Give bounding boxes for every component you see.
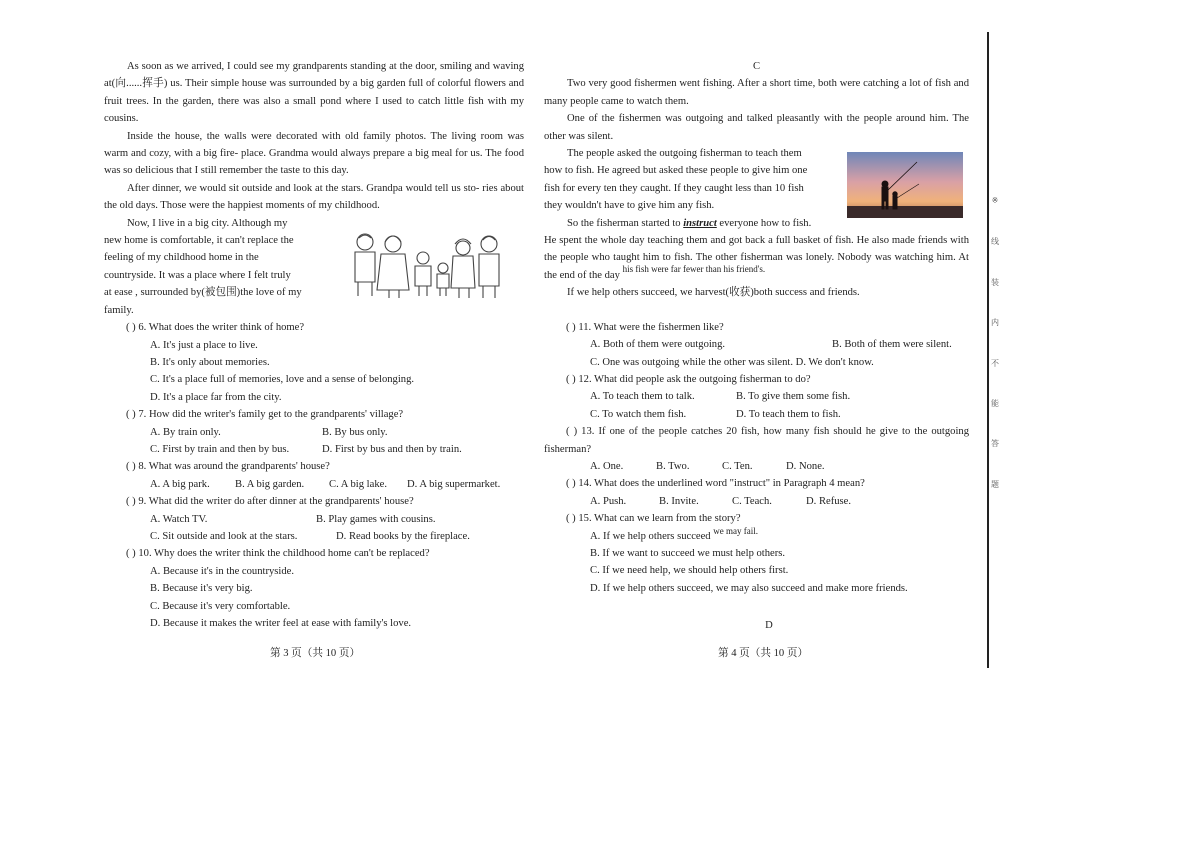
- page-footer-left: 第 3 页（共 10 页）: [270, 648, 361, 659]
- margin-char: 答: [991, 439, 999, 449]
- option: A. If we help others succeed: [590, 530, 711, 542]
- para3-line: how to fish. He agreed but asked these people to give him one: [544, 165, 808, 177]
- option: D. It's a place far from the city.: [150, 391, 282, 403]
- option: C. One was outgoing while the other was silent. D. We don't know.: [590, 356, 874, 368]
- paragraph-1: Two very good fishermen went fishing. After a short time, both were catching a lot of fish and many people came to watch them.: [544, 78, 969, 107]
- option: A. Push.: [590, 495, 627, 507]
- option-row: [590, 458, 969, 475]
- option: A. One.: [590, 460, 624, 472]
- option: C. Ten.: [722, 460, 753, 472]
- option-row: [590, 336, 969, 353]
- option: A. Because it's in the countryside.: [150, 565, 295, 577]
- question-stem: ( ) 8. What was around the grandparents' house?: [126, 461, 330, 473]
- question-8: [126, 458, 524, 493]
- option: B. Play games with cousins.: [316, 513, 436, 525]
- binding-margin-text: [988, 196, 1002, 519]
- option: C. Sit outside and look at the stars.: [150, 530, 298, 542]
- margin-char: 不: [991, 358, 999, 368]
- paragraph-2: Inside the house, the walls were decorated with old family photos. The living room was warm and cozy, with a big fire- place. Grandma would always prepare a big meal for us. The food was so delicious that I still remember the taste to this day.: [104, 130, 524, 177]
- option: B. Invite.: [659, 495, 699, 507]
- paragraph-3: After dinner, we would sit outside and look at the stars. Grandpa would tell us sto- ries about the old days. Those were the happiest moments of my childhood.: [104, 182, 524, 212]
- handwritten-insert: we may fail.: [713, 525, 758, 536]
- paragraph-2: One of the fishermen was outgoing and talked pleasantly with the people around him. The other was silent.: [544, 113, 969, 142]
- option: D. Refuse.: [806, 495, 852, 507]
- section-heading: C: [752, 61, 761, 72]
- option: C. Teach.: [732, 495, 772, 507]
- handwritten-insert: his fish were far fewer than his friend's.: [622, 263, 766, 274]
- question-stem: ( ) 9. What did the writer do after dinner at the grandparents' house?: [126, 496, 414, 508]
- option: C. It's a place full of memories, love and a sense of belonging.: [150, 374, 415, 386]
- right-page: [544, 58, 969, 597]
- left-page: [104, 58, 524, 632]
- text: He spent the whole day teaching them and got back a full basket of fish. He also made friends with the people who taught him to fish. The other fisherman was lonely. Nobody was watching him. At the end of the day: [544, 235, 969, 281]
- margin-char: 能: [991, 398, 999, 408]
- fishing-sunset-photo: [847, 152, 963, 218]
- para4-line: feeling of my childhood home in the: [104, 252, 259, 264]
- option: B. A big garden.: [235, 478, 305, 490]
- para4-line: Now, I live in a big city. Although my: [127, 217, 288, 229]
- question-stem: ( ) 11. What were the fishermen like?: [566, 321, 724, 333]
- option: B. To give them some fish.: [736, 391, 851, 403]
- option-row: [590, 493, 969, 510]
- question-11: [566, 319, 969, 371]
- option: A. A big park.: [150, 478, 210, 490]
- option: A. It's just a place to live.: [150, 339, 258, 351]
- option: B. By bus only.: [322, 426, 388, 438]
- option-row: [150, 424, 524, 441]
- margin-char: 线: [991, 237, 999, 247]
- question-stem: ( ) 14. What does the underlined word "instruct" in Paragraph 4 mean?: [566, 478, 865, 490]
- question-10: [126, 545, 524, 632]
- question-6: [126, 319, 524, 406]
- para3-line: The people asked the outgoing fisherman to teach them: [567, 148, 802, 160]
- option: C. To watch them fish.: [590, 408, 687, 420]
- paragraph-4-rest: [544, 232, 969, 284]
- question-12: [566, 371, 969, 423]
- option-a: [590, 525, 969, 545]
- option: B. Two.: [656, 460, 690, 472]
- option: C. Because it's very comfortable.: [150, 600, 291, 612]
- option: B. It's only about memories.: [150, 356, 270, 368]
- option: A. Both of them were outgoing.: [590, 339, 726, 351]
- option: D. To teach them to fish.: [736, 408, 841, 420]
- option: A. By train only.: [150, 426, 221, 438]
- question-7: [126, 406, 524, 458]
- para4-line: at ease , surrounded by(被包围)the love of my: [104, 287, 302, 299]
- paragraph-1: As soon as we arrived, I could see my grandparents standing at the door, smiling and waving at(向......挥手) us. Their simple house was surrounded by a big garden full of colorful flowers and fruit trees. In the garden, there was also a small pond where I used to catch little fish with my cousins.: [104, 61, 524, 125]
- option: B. Both of them were silent.: [832, 339, 952, 351]
- question-stem: ( ) 6. What does the writer think of home?: [126, 322, 305, 334]
- option: B. If we want to succeed we must help others.: [590, 547, 786, 559]
- option-row: [150, 441, 524, 458]
- question-stem: ( ) 13. If one of the people catches 20 fish, how many fish should he give to the outgoing fisherman?: [544, 426, 969, 455]
- option: D. A big supermarket.: [407, 478, 501, 490]
- option: D. None.: [786, 460, 825, 472]
- question-stem: ( ) 15. What can we learn from the story?: [566, 513, 741, 525]
- option: B. Because it's very big.: [150, 583, 253, 595]
- option: D. First by bus and then by train.: [322, 443, 462, 455]
- margin-char: ※: [991, 196, 999, 205]
- text: So the fisherman started to: [567, 217, 684, 229]
- para4-line: new home is comfortable, it can't replace the: [104, 235, 294, 247]
- para3-line: fish for every ten they caught. If they caught less than 10 fish: [544, 182, 804, 194]
- section-heading-d: D: [765, 620, 773, 631]
- paragraph-5: If we help others succeed, we harvest(收获)both success and friends.: [567, 287, 860, 299]
- page-footer-right: 第 4 页（共 10 页）: [718, 648, 809, 659]
- margin-char: 装: [991, 277, 999, 287]
- para4-line: countryside. It was a place where I felt truly: [104, 269, 291, 281]
- option: A. Watch TV.: [150, 513, 208, 525]
- para3-line: they wouldn't have to give him any fish.: [544, 200, 715, 212]
- option-row: [150, 476, 524, 493]
- option: C. If we need help, we should help others first.: [590, 565, 789, 577]
- text: everyone how to fish.: [716, 217, 812, 229]
- question-stem: ( ) 7. How did the writer's family get to the grandparents' village?: [126, 409, 404, 421]
- family-illustration: [351, 230, 505, 300]
- option: D. Read books by the fireplace.: [336, 530, 470, 542]
- option-row: [150, 528, 524, 545]
- option: A. To teach them to talk.: [590, 391, 695, 403]
- question-13: [544, 423, 969, 475]
- underlined-word: instruct: [683, 217, 717, 229]
- margin-char: 内: [991, 318, 999, 328]
- option-row: [590, 388, 969, 405]
- para4-line: family.: [104, 304, 134, 316]
- option: D. If we help others succeed, we may also succeed and make more friends.: [590, 582, 908, 594]
- option: C. First by train and then by bus.: [150, 443, 290, 455]
- question-stem: ( ) 10. Why does the writer think the childhood home can't be replaced?: [126, 548, 430, 560]
- question-15: [566, 510, 969, 597]
- option-row: [150, 511, 524, 528]
- option-row: [590, 354, 969, 371]
- option-row: [590, 406, 969, 423]
- question-14: [566, 475, 969, 510]
- question-stem: ( ) 12. What did people ask the outgoing fisherman to do?: [566, 373, 811, 385]
- margin-char: 题: [991, 479, 999, 489]
- option: C. A big lake.: [329, 478, 387, 490]
- question-9: [126, 493, 524, 545]
- option: D. Because it makes the writer feel at ease with family's love.: [150, 618, 412, 629]
